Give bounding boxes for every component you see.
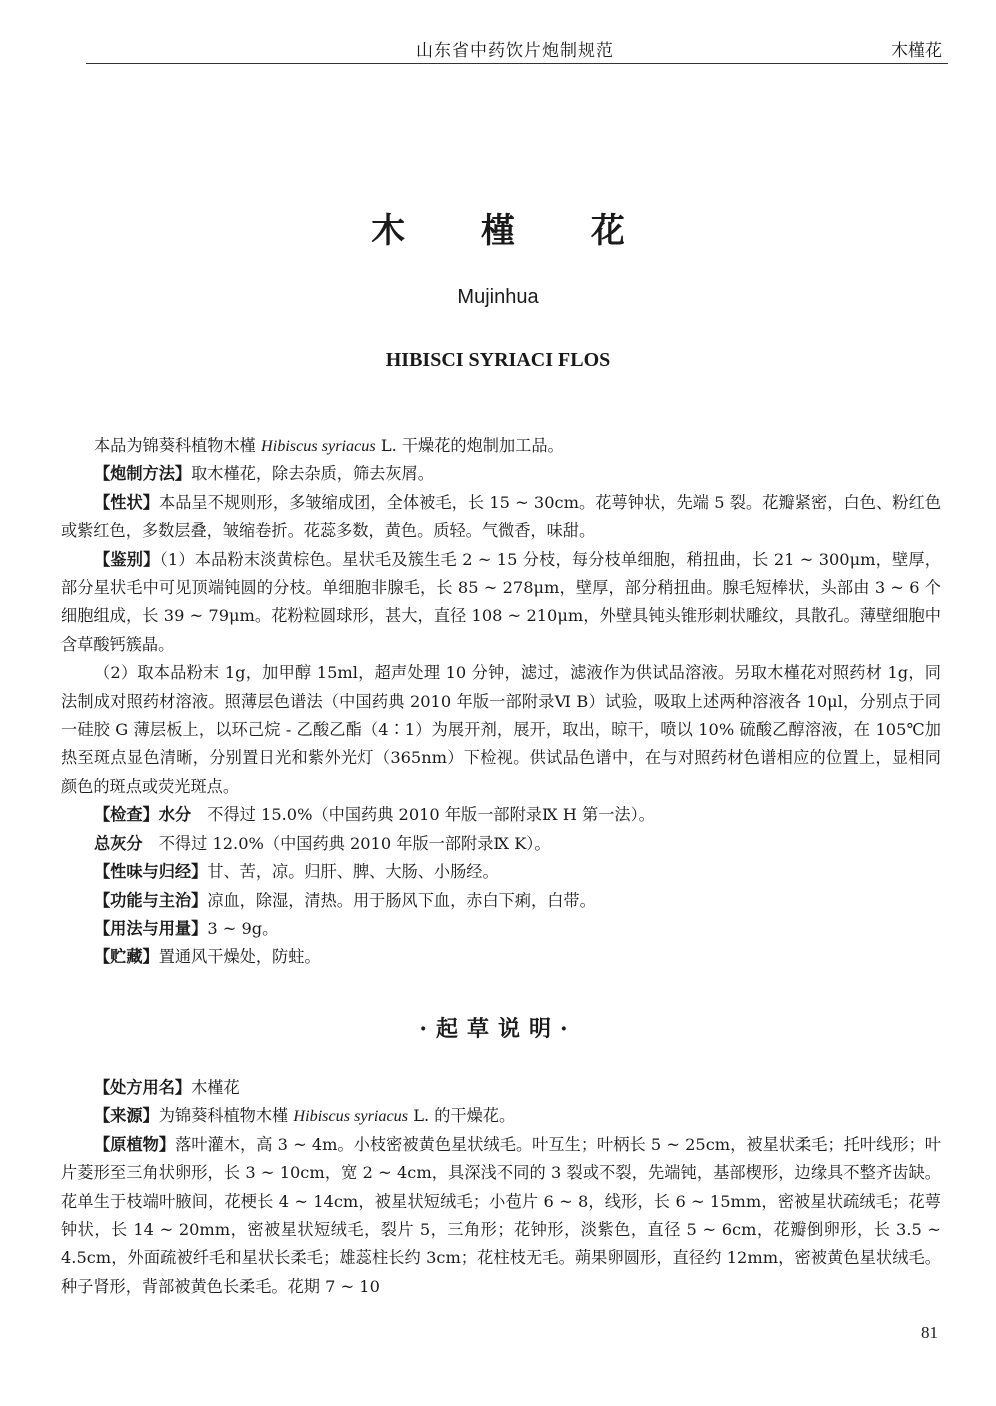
section-dosage: 【用法与用量】3 ~ 9g。	[94, 918, 279, 938]
section-identification-2: （2）取本品粉末 1g，加甲醇 15ml，超声处理 10 分钟，滤过，滤液作为供试品溶液。另取木槿花对照药材 1g，同法制成对照药材溶液。照薄层色谱法（中国药典 2010 年版一部附录Ⅵ B）试验，吸取上述两种溶液各 10μl，分别点于同一硅胶 G 薄层板上，以环己烷 - 乙酸乙酯（4∶1）为展开剂，展开，取出，晾干，喷以 10% 硫酸乙醇溶液，在 105℃加热至斑点显色清晰，分别置日光和紫外光灯（365nm）下检视。供试品色谱中，在与对照药材色谱相应的位置上，显相同颜色的斑点或荧光斑点。	[61, 663, 941, 796]
section-inspection: 【检查】水分 不得过 15.0%（中国药典 2010 年版一部附录Ⅸ H 第一法）。	[94, 805, 655, 825]
section-processing: 【炮制方法】取木槿花，除去杂质，筛去灰屑。	[94, 464, 434, 484]
page-number: 81	[921, 1323, 938, 1342]
drafting-source: 【来源】为锦葵科植物木槿 Hibiscus syriacus L. 的干燥花。	[94, 1106, 516, 1126]
section-description: 【性状】本品呈不规则形，多皱缩成团，全体被毛，长 15 ~ 30cm。花萼钟状，先端 5 裂。花瓣紧密，白色、粉红色或紫红色，多数层叠，皱缩卷折。花蕊多数，黄色。质轻。气微香，味甜。	[61, 492, 942, 541]
drafting-original-plant: 【原植物】落叶灌木，高 3 ~ 4m。小枝密被黄色星状绒毛。叶互生；叶柄长 5 ~ 25cm，被星状柔毛；托叶线形；叶片菱形至三角状卵形，长 3 ~ 10cm，宽 2 ~ 4cm，具深浅不同的 3 裂或不裂，先端钝，基部楔形，边缘具不整齐齿缺。花单生于枝端叶腋间，花梗长 4 ~ 14cm，被星状短绒毛；小苞片 6 ~ 8，线形，长 6 ~ 15mm，密被星状疏绒毛；花萼钟状，长 14 ~ 20mm，密被星状短绒毛，裂片 5，三角形；花钟形，淡紫色，直径 5 ~ 6cm，花瓣倒卵形，长 3.5 ~ 4.5cm，外面疏被纤毛和星状长柔毛；雄蕊柱长约 3cm；花柱枝无毛。蒴果卵圆形，直径约 12mm，密被黄色星状绒毛。种子肾形，背部被黄色长柔毛。花期 7 ~ 10	[61, 1134, 941, 1296]
drafting-notes-title: ·起草说明·	[419, 1016, 577, 1042]
page-title: 木 槿 花	[371, 211, 657, 251]
drafting-notes-body	[61, 1074, 941, 1301]
running-header	[86, 36, 948, 62]
header-rule	[86, 63, 948, 64]
pinyin-title: Mujinhua	[457, 286, 539, 308]
section-function: 【功能与主治】凉血，除湿，清热。用于肠风下血，赤白下痢，白带。	[94, 890, 596, 910]
drafting-prescription-name: 【处方用名】木槿花	[94, 1078, 240, 1097]
monograph-body	[61, 432, 941, 972]
section-storage: 【贮藏】置通风干燥处，防蛀。	[94, 947, 321, 967]
section-nature-meridian: 【性味与归经】甘、苦，凉。归肝、脾、大肠、小肠经。	[94, 862, 499, 882]
header-herb-name: 木槿花	[891, 41, 942, 61]
running-title: 山东省中药饮片炮制规范	[416, 41, 614, 61]
intro-paragraph: 本品为锦葵科植物木槿 Hibiscus syriacus L. 干燥花的炮制加工品。	[94, 436, 564, 455]
section-identification-1: 【鉴别】（1）本品粉末淡黄棕色。星状毛及簇生毛 2 ~ 15 分枝，每分枝单细胞，稍扭曲，长 21 ~ 300μm，壁厚，部分星状毛中可见顶端钝圆的分枝。单细胞非腺毛，长 85 ~ 278μm，壁厚，部分稍扭曲。腺毛短棒状，头部由 3 ~ 6 个细胞组成，长 39 ~ 79μm。花粉粒圆球形，甚大，直径 108 ~ 210μm，外壁具钝头锥形刺状雕纹，具散孔。薄壁细胞中含草酸钙簇晶。	[61, 549, 941, 654]
section-total-ash: 总灰分 不得过 12.0%（中国药典 2010 年版一部附录Ⅸ K）。	[94, 833, 551, 853]
latin-title: HIBISCI SYRIACI FLOS	[385, 349, 611, 371]
